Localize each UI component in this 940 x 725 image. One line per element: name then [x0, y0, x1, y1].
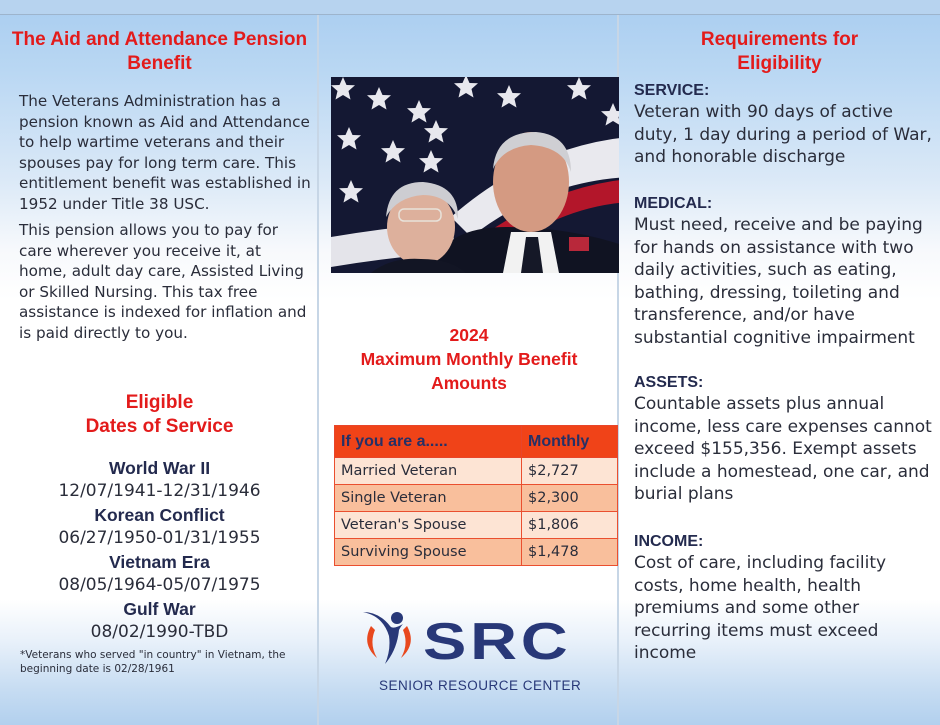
- benefit-title-line3: Amounts: [431, 373, 507, 393]
- veteran-couple-photo: [331, 77, 628, 273]
- benefit-table: [334, 425, 618, 566]
- requirements-title: [619, 28, 940, 76]
- requirement-heading: INCOME:: [634, 533, 704, 550]
- war-name: Vietnam Era: [109, 552, 210, 572]
- middle-panel: [319, 0, 619, 725]
- war-name: Korean Conflict: [94, 505, 225, 525]
- table-row: [335, 458, 618, 485]
- requirement-heading: SERVICE:: [634, 82, 710, 99]
- service-dates-list: [0, 456, 319, 644]
- war-name: Gulf War: [123, 599, 196, 619]
- requirement-text: Countable assets plus annual income, less care expenses cannot exceed $155,356. Exempt assets include a homestead, one car, and burial plans: [634, 394, 932, 505]
- flag-photo-illustration: [331, 77, 628, 273]
- aid-attendance-title: The Aid and Attendance Pension Benefit: [11, 29, 308, 74]
- logo-subtitle: SENIOR RESOURCE CENTER: [379, 678, 582, 693]
- requirements-title-line2: Eligibility: [737, 53, 822, 74]
- requirement-text: Cost of care, including facility costs, home health, health premiums and some other recurring items must exceed income: [634, 553, 887, 664]
- war-item: [0, 550, 319, 597]
- monthly-amount-cell: $1,806: [522, 512, 618, 539]
- war-dates: 08/05/1964-05/07/1975: [58, 575, 261, 595]
- war-item: [0, 456, 319, 503]
- war-item: [0, 503, 319, 550]
- requirement-medical: [634, 193, 934, 350]
- table-row: [335, 485, 618, 512]
- logo-text: SRC: [423, 613, 572, 671]
- table-row: [335, 539, 618, 566]
- requirement-assets: [634, 372, 934, 506]
- intro-paragraph-2: This pension allows you to pay for care wherever you receive it, at home, adult day care, Assisted Living or Skilled Nursing. This tax free assistance is indexed for inflation and is paid directly to you.: [19, 221, 307, 342]
- recipient-type-cell: Single Veteran: [335, 485, 522, 512]
- right-panel: [619, 0, 940, 725]
- monthly-amount-cell: $1,478: [522, 539, 618, 566]
- requirement-text: Must need, receive and be paying for hands on assistance with two daily activities, such as eating, bathing, dressing, toileting and transference, and/or have substantial cognitive impairment: [634, 215, 923, 348]
- war-dates: 08/02/1990-TBD: [90, 622, 229, 642]
- src-logo: [357, 600, 597, 695]
- war-dates: 06/27/1950-01/31/1955: [58, 528, 261, 548]
- vietnam-footnote: *Veterans who served "in country" in Vietnam, the beginning date is 02/28/1961: [20, 649, 286, 675]
- requirement-heading: ASSETS:: [634, 374, 704, 391]
- table-row: [335, 512, 618, 539]
- monthly-amount-cell: $2,300: [522, 485, 618, 512]
- requirements-title-line1: Requirements for: [700, 29, 859, 50]
- left-panel: [0, 0, 319, 725]
- recipient-type-cell: Married Veteran: [335, 458, 522, 485]
- monthly-amount-cell: $2,727: [522, 458, 618, 485]
- war-dates: 12/07/1941-12/31/1946: [58, 481, 261, 501]
- intro-text: [19, 91, 311, 349]
- war-name: World War II: [108, 458, 211, 478]
- benefit-amounts-title: [319, 323, 619, 395]
- benefit-year: 2024: [449, 325, 489, 345]
- table-header-row: [335, 426, 618, 458]
- header-recipient-type: If you are a.....: [335, 426, 522, 458]
- benefit-title-line2: Maximum Monthly Benefit: [360, 349, 578, 369]
- recipient-type-cell: Surviving Spouse: [335, 539, 522, 566]
- header-monthly: Monthly: [522, 426, 618, 458]
- top-edge: [0, 0, 940, 15]
- requirement-service: [634, 80, 934, 169]
- requirement-heading: MEDICAL:: [634, 195, 713, 212]
- requirement-income: [634, 531, 934, 665]
- recipient-type-cell: Veteran's Spouse: [335, 512, 522, 539]
- dates-title-line1: Eligible: [125, 392, 194, 413]
- person-figure-logo-icon: [357, 600, 427, 670]
- dates-title-line2: Dates of Service: [85, 416, 234, 437]
- eligible-dates-title: [0, 391, 319, 439]
- requirement-text: Veteran with 90 days of active duty, 1 day during a period of War, and honorable discharge: [634, 102, 932, 168]
- intro-paragraph-1: The Veterans Administration has a pension known as Aid and Attendance to help wartime veterans and their spouses pay for long term care. This entitlement benefit was established in 1952 under Title 38 USC.: [19, 92, 311, 213]
- war-item: [0, 597, 319, 644]
